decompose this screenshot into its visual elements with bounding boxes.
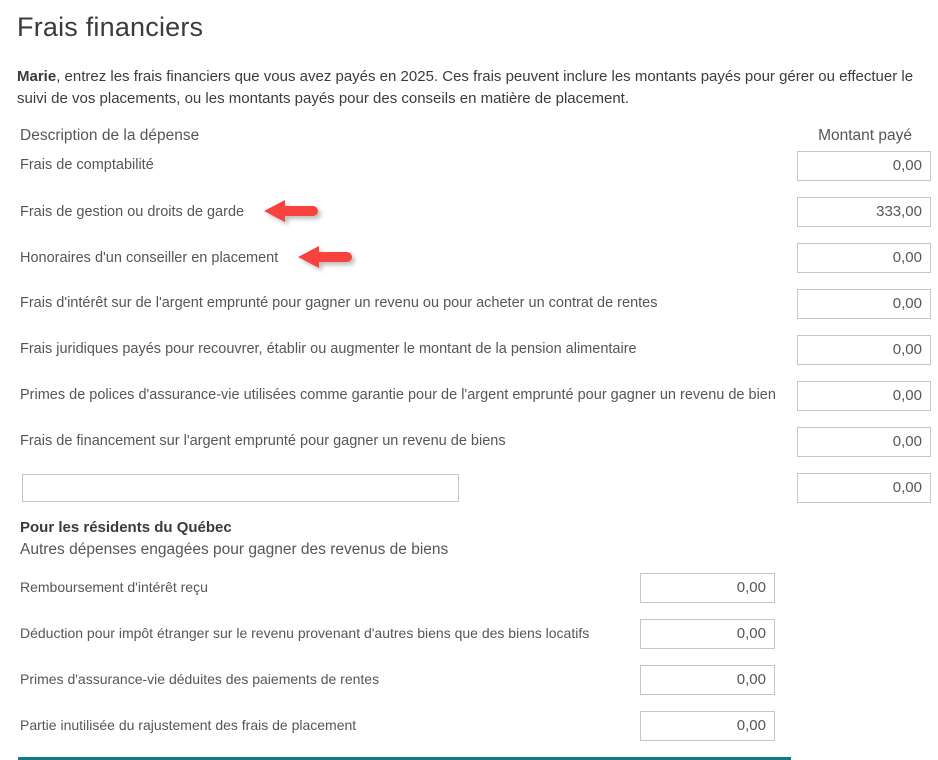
expense-table <box>17 151 931 503</box>
quebec-section-heading: Pour les résidents du Québec <box>20 518 232 536</box>
table-row <box>17 573 775 603</box>
amount-input-unused-adjustment[interactable] <box>640 711 775 741</box>
row-label-interest-refund: Remboursement d'intérêt reçu <box>20 579 208 596</box>
section-divider <box>18 757 791 760</box>
amount-input-advisor-fees[interactable] <box>797 243 931 273</box>
red-arrow-icon <box>298 246 352 268</box>
amount-input-interest-refund[interactable] <box>640 573 775 603</box>
table-row <box>17 473 931 503</box>
amount-input-management-fees[interactable] <box>797 197 931 227</box>
amount-input-life-insurance-premiums[interactable] <box>797 381 931 411</box>
table-row <box>17 619 775 649</box>
row-label-life-insurance-premiums: Primes de polices d'assurance-vie utilisées comme garantie pour de l'argent emprunté pour gagner un revenu de bien <box>20 386 776 403</box>
table-row <box>17 335 931 365</box>
amount-input-annuity-insurance-premiums[interactable] <box>640 665 775 695</box>
table-row <box>17 665 775 695</box>
table-header <box>17 123 931 145</box>
table-row <box>17 243 931 273</box>
custom-description-input[interactable] <box>22 474 459 502</box>
amount-input-custom[interactable] <box>797 473 931 503</box>
row-label-financing-fees: Frais de financement sur l'argent emprunté pour gagner un revenu de biens <box>20 432 506 449</box>
amount-input-legal-fees[interactable] <box>797 335 931 365</box>
row-label-annuity-insurance-premiums: Primes d'assurance-vie déduites des paiements de rentes <box>20 671 380 688</box>
intro-text: , entrez les frais financiers que vous avez payés en 2025. Ces frais peuvent inclure les montants payés pour gérer ou effectuer le suivi de vos placements, ou les montants payés pour des conseils en matière de placement. <box>17 68 914 107</box>
table-row <box>17 151 931 181</box>
page-title: Frais financiers <box>17 12 204 42</box>
amount-input-financing-fees[interactable] <box>797 427 931 457</box>
red-arrow-icon <box>264 200 318 222</box>
row-label-legal-fees: Frais juridiques payés pour recouvrer, établir ou augmenter le montant de la pension alimentaire <box>20 340 637 357</box>
quebec-section-subheading: Autres dépenses engagées pour gagner des revenus de biens <box>20 540 449 558</box>
row-label-foreign-tax-deduction: Déduction pour impôt étranger sur le revenu provenant d'autres biens que des biens locatifs <box>20 625 590 642</box>
amount-input-foreign-tax-deduction[interactable] <box>640 619 775 649</box>
taxpayer-name: Marie <box>17 68 57 85</box>
table-row <box>17 711 775 741</box>
arrow-head <box>264 200 285 222</box>
amount-input-accounting-fees[interactable] <box>797 151 931 181</box>
amount-column-header: Montant payé <box>818 126 912 144</box>
table-row <box>17 381 931 411</box>
row-label-advisor-fees: Honoraires d'un conseiller en placement <box>20 249 279 266</box>
table-row <box>17 427 931 457</box>
description-column-header: Description de la dépense <box>20 126 200 144</box>
amount-input-interest-expense[interactable] <box>797 289 931 319</box>
row-label-unused-adjustment: Partie inutilisée du rajustement des frais de placement <box>20 717 357 734</box>
arrow-head <box>298 246 319 268</box>
intro-paragraph <box>17 66 923 110</box>
arrow-body <box>318 252 352 262</box>
quebec-expense-table <box>17 573 931 741</box>
row-label-accounting-fees: Frais de comptabilité <box>20 156 154 173</box>
arrow-body <box>284 206 318 216</box>
table-row <box>17 289 931 319</box>
row-label-interest-expense: Frais d'intérêt sur de l'argent emprunté pour gagner un revenu ou pour acheter un contrat de rentes <box>20 294 658 311</box>
table-row <box>17 197 931 227</box>
row-label-management-fees: Frais de gestion ou droits de garde <box>20 203 245 220</box>
